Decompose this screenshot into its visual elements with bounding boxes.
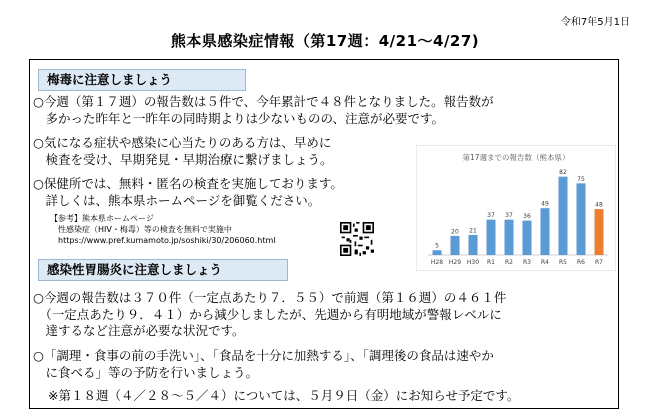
tick-label-R3: R3 xyxy=(523,259,531,266)
syphilis-paragraph-2 xyxy=(33,135,333,168)
gastroenteritis-paragraph-2 xyxy=(33,348,494,381)
bar-R3 xyxy=(523,221,532,255)
text-line: 詳しくは、熊本県ホームページを御覧ください。 xyxy=(33,192,321,208)
text-line: （一定点あたり９．４１）から減少しましたが、先週から有明地域が警報レベルに xyxy=(33,306,502,322)
bar-H30 xyxy=(469,235,478,255)
report-date: 令和7年5月1日 xyxy=(560,17,630,28)
data-label-R4: 49 xyxy=(541,200,549,208)
bar-R6 xyxy=(577,183,586,255)
data-label-R7: 48 xyxy=(595,201,603,209)
text-line: 達するなど注意が必要な状況です。 xyxy=(33,323,245,338)
tick-label-R7: R7 xyxy=(595,259,603,266)
data-label-H29: 20 xyxy=(451,228,459,236)
text-line: に食べる」等の予防を行いましょう。 xyxy=(33,364,259,380)
text-line: 多かった昨年と一昨年の同時期よりは少ないものの、注意が必要です。 xyxy=(33,110,445,126)
reference-description: 性感染症（HIV・梅毒）等の検査を無料で実施中 xyxy=(50,225,232,234)
data-label-H30: 21 xyxy=(469,227,477,235)
tick-label-H28: H28 xyxy=(430,259,444,266)
qr-code-icon[interactable] xyxy=(340,222,374,256)
data-label-R1: 37 xyxy=(487,212,495,220)
tick-label-R6: R6 xyxy=(577,259,585,266)
data-label-H28: 5 xyxy=(435,242,439,250)
bar-R2 xyxy=(505,220,514,255)
bar-H28 xyxy=(433,250,442,255)
bar-R5 xyxy=(559,177,568,255)
section-heading-gastroenteritis: 感染性胃腸炎に注意しましょう xyxy=(38,259,288,281)
text-line: ○保健所では、無料・匿名の検査を実施しております。 xyxy=(33,176,343,191)
tick-label-H29: H29 xyxy=(448,259,462,266)
reference-title: 【参考】熊本県ホームページ xyxy=(50,214,154,223)
syphilis-paragraph-3 xyxy=(33,176,343,209)
bar-R1 xyxy=(487,220,496,255)
bar-R4 xyxy=(541,208,550,255)
syphilis-bar-chart xyxy=(416,145,616,271)
next-report-note: ※第１８週（４／２８～５／４）については、５月９日（金）にお知らせ予定です。 xyxy=(48,388,520,403)
chart-title: 第17週までの報告数（熊本県） xyxy=(462,153,570,162)
data-label-R3: 36 xyxy=(523,213,531,221)
tick-label-R4: R4 xyxy=(541,259,549,266)
bar-R7 xyxy=(595,209,604,255)
data-label-R2: 37 xyxy=(505,212,513,220)
text-line: ○今週の報告数は３７０件（一定点あたり７．５５）で前週（第１６週）の４６１件 xyxy=(33,290,507,305)
section-heading-syphilis: 梅毒に注意しましょう xyxy=(38,69,246,91)
tick-label-H30: H30 xyxy=(466,259,480,266)
reference-block xyxy=(50,213,276,246)
text-line: ○気になる症状や感染に心当たりのある方は、早めに xyxy=(33,135,332,150)
syphilis-paragraph-1 xyxy=(33,94,494,127)
data-label-R6: 75 xyxy=(577,175,585,183)
tick-label-R5: R5 xyxy=(559,259,567,266)
text-line: 検査を受け、早期発見・早期治療に繋げましょう。 xyxy=(33,151,333,167)
bar-H29 xyxy=(451,236,460,255)
data-label-R5: 82 xyxy=(559,169,567,177)
reference-url-link[interactable]: https://www.pref.kumamoto.jp/soshiki/30/206060.html xyxy=(50,236,276,245)
text-line: ○「調理・食事の前の手洗い」、「食品を十分に加熱する」、「調理後の食品は速やか xyxy=(33,348,494,363)
tick-label-R2: R2 xyxy=(505,259,513,266)
page-title: 熊本県感染症情報（第17週：4/21～4/27) xyxy=(170,32,480,50)
text-line: ○今週（第１７週）の報告数は５件で、今年累計で４８件となりました。報告数が xyxy=(33,94,494,109)
tick-label-R1: R1 xyxy=(487,259,495,266)
gastroenteritis-paragraph-1 xyxy=(33,290,506,340)
